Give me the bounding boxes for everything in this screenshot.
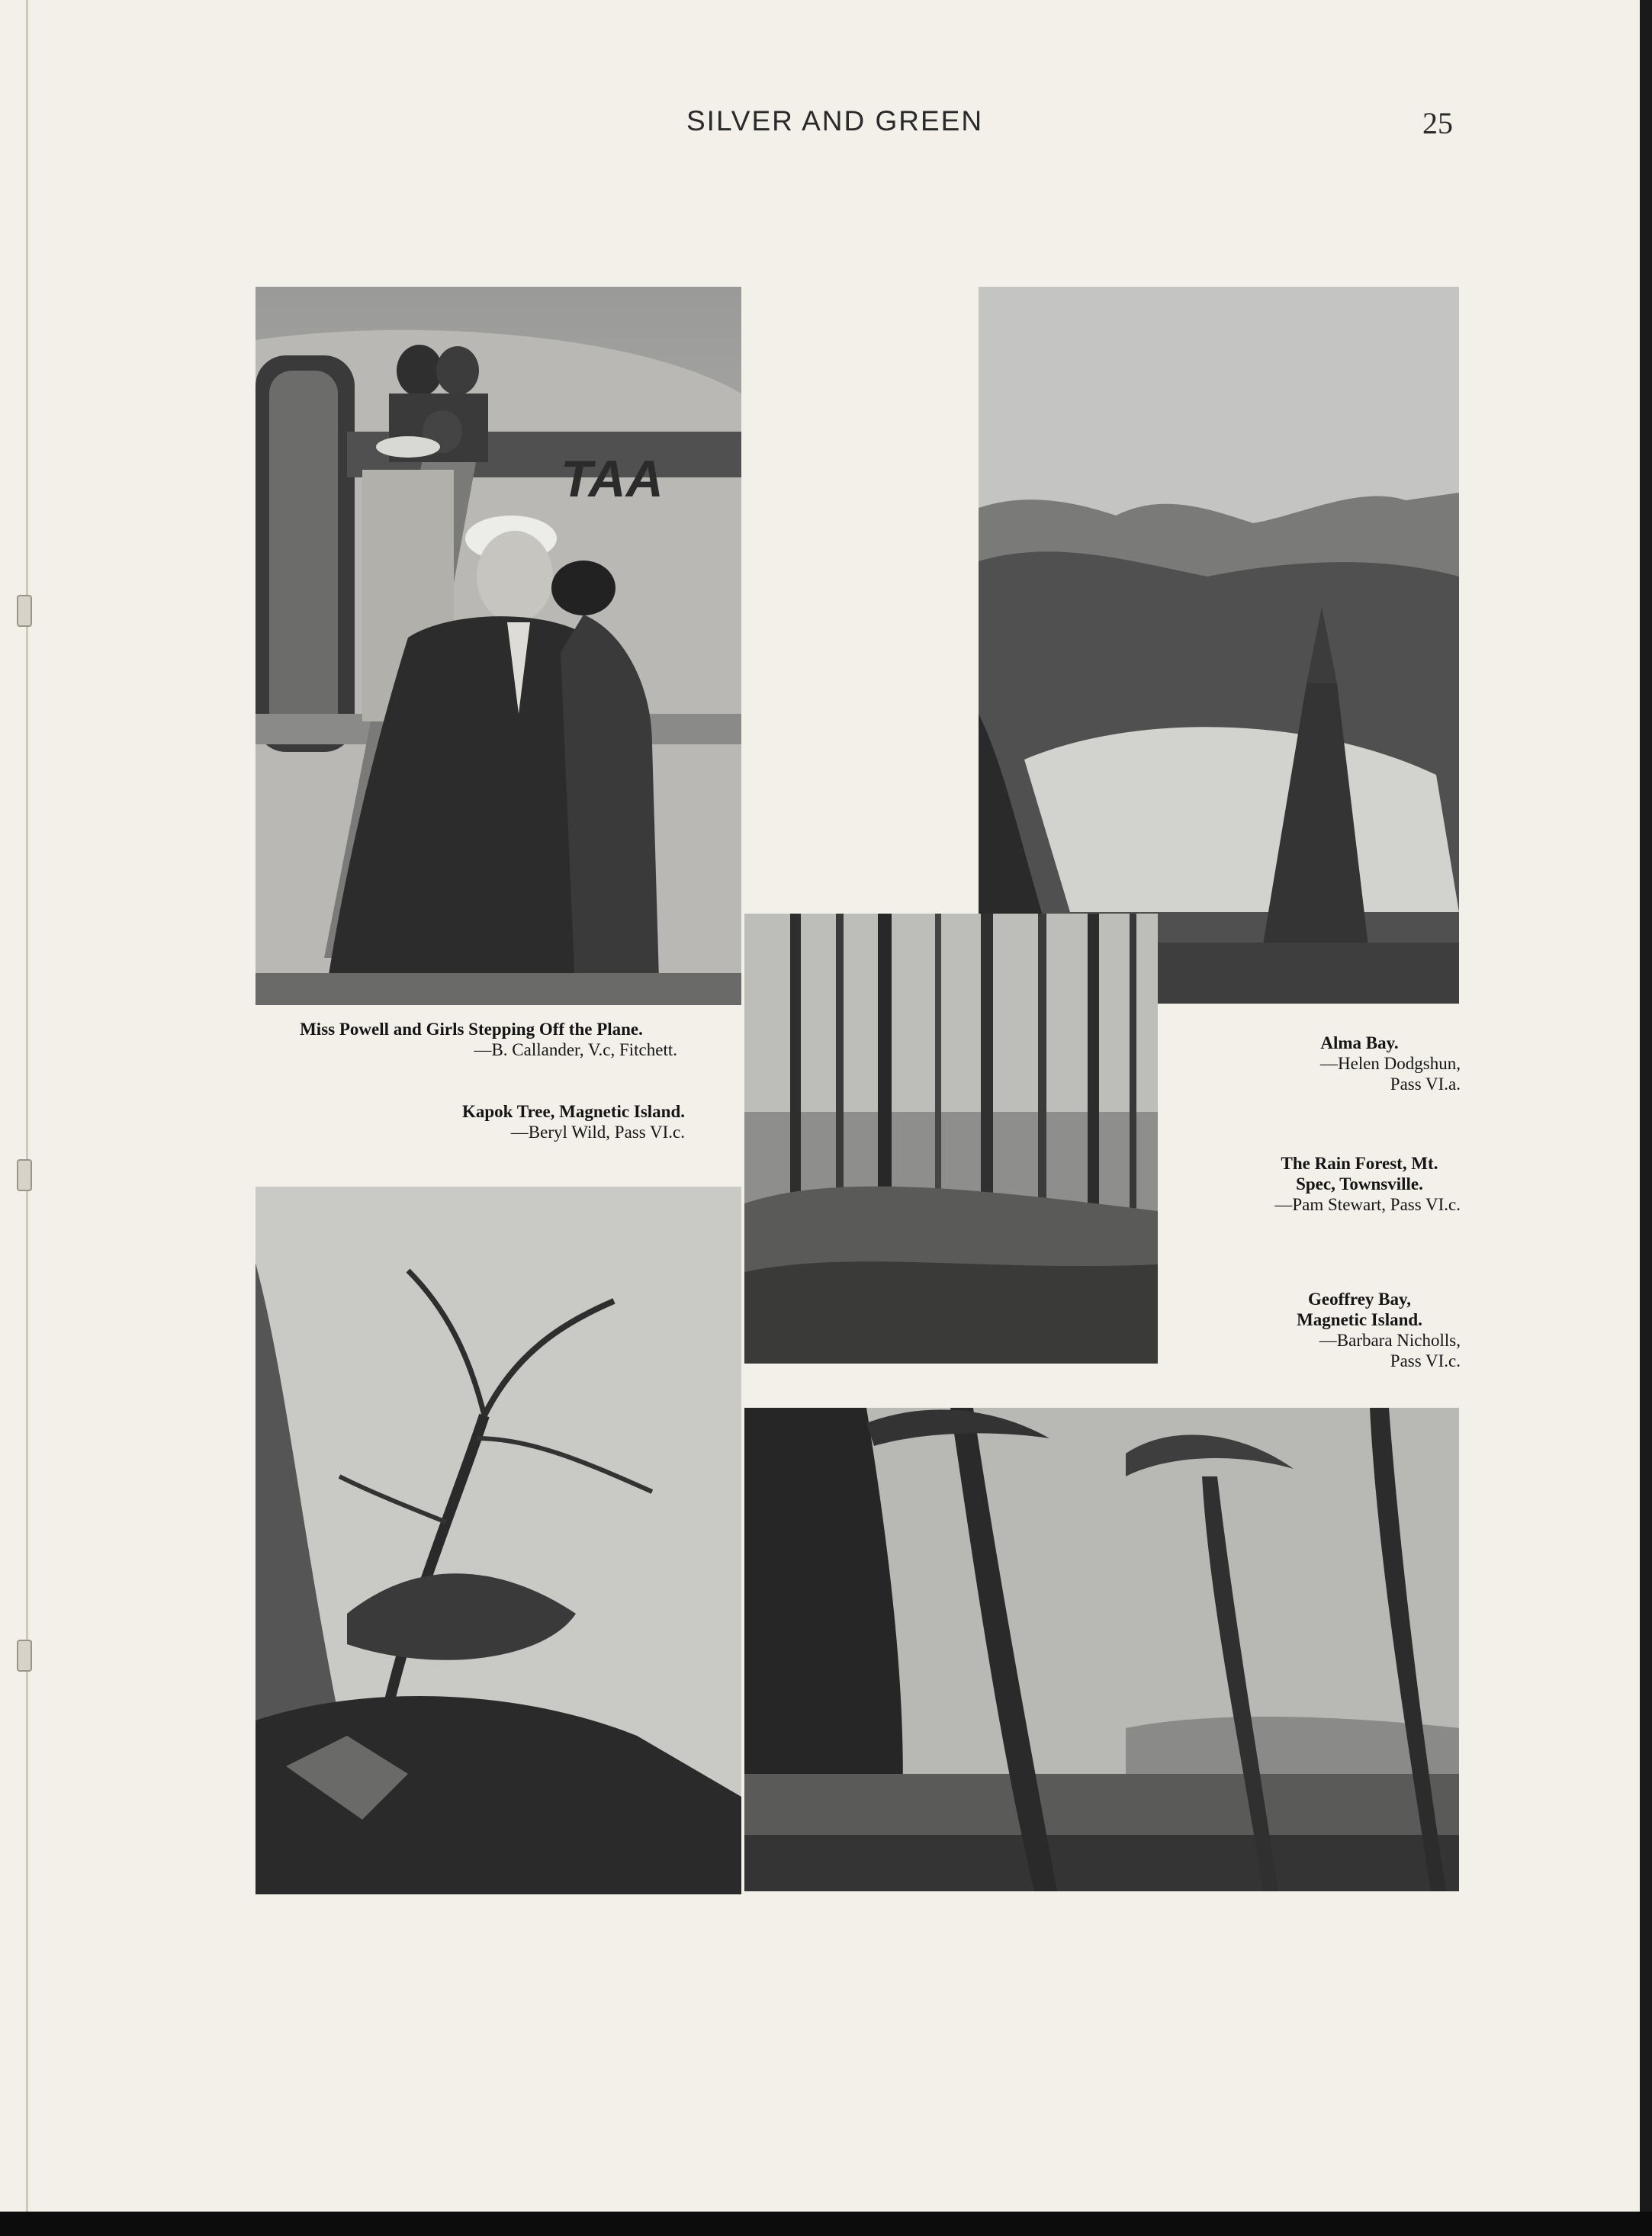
binding-gutter (26, 0, 28, 2212)
plane-livery-text: TAA (561, 450, 664, 508)
photo-credit-class: Pass VI.c. (1390, 1351, 1461, 1370)
photo-geoffrey-bay (744, 1408, 1459, 1891)
binding-stitch (17, 1159, 32, 1191)
running-head: SILVER AND GREEN (686, 105, 984, 137)
photo-credit: —Pam Stewart, Pass VI.c. (1274, 1195, 1461, 1214)
photo-credit: —B. Callander, V.c, Fitchett. (474, 1040, 677, 1059)
caption-kapok (258, 1101, 685, 1142)
caption-title-cont: Spec, Townsville. (1296, 1174, 1423, 1193)
photo-kapok-tree (256, 1187, 741, 1894)
photo-credit-class: Pass VI.a. (1390, 1075, 1461, 1094)
photo-credit: —Beryl Wild, Pass VI.c. (510, 1123, 685, 1142)
photo-rain-forest (744, 914, 1158, 1364)
scan-edge (0, 2212, 1652, 2236)
caption-title: The Rain Forest, Mt. (1281, 1154, 1438, 1173)
caption-plane (258, 1019, 685, 1060)
caption-title: Kapok Tree, Magnetic Island. (462, 1102, 685, 1121)
photo-credit: —Helen Dodgshun, (1320, 1054, 1461, 1073)
caption-geoffrey-bay (1167, 1289, 1461, 1371)
page-number: 25 (1422, 106, 1453, 140)
photo-alma-bay (979, 287, 1459, 1004)
caption-alma-bay (1167, 1033, 1461, 1094)
caption-title: Alma Bay. (1320, 1033, 1399, 1052)
caption-title: Miss Powell and Girls Stepping Off the Plane. (300, 1020, 643, 1039)
binding-stitch (17, 595, 32, 627)
binding-stitch (17, 1640, 32, 1672)
photo-plane-arrival (256, 287, 741, 1005)
caption-rain-forest (1167, 1153, 1461, 1215)
caption-title: Geoffrey Bay, (1308, 1290, 1411, 1309)
photo-credit: —Barbara Nicholls, (1319, 1331, 1461, 1350)
caption-title-cont: Magnetic Island. (1297, 1310, 1422, 1329)
